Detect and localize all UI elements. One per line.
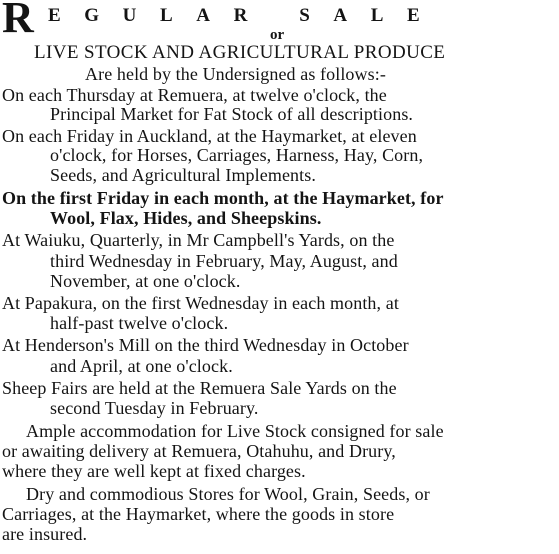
title-or: or <box>270 27 285 43</box>
text-line: third Wednesday in February, May, August, and <box>50 251 398 271</box>
text-line: Seeds, and Agricultural Implements. <box>50 165 316 185</box>
text-line: On each Friday in Auckland, at the Haymarket, at eleven <box>2 126 417 146</box>
text-line: On the first Friday in each month, at the Haymarket, for <box>2 188 444 208</box>
text-line: where they are well kept at fixed charges. <box>2 461 306 481</box>
text-line: Ample accommodation for Live Stock consigned for sale <box>26 421 444 441</box>
text-line: At Henderson's Mill on the third Wednesday in October <box>2 335 409 355</box>
text-line: On each Thursday at Remuera, at twelve o'clock, the <box>2 85 387 105</box>
text-line: o'clock, for Horses, Carriages, Harness, Hay, Corn, <box>50 145 424 165</box>
advertisement-title <box>2 0 557 43</box>
text-line: half-past twelve o'clock. <box>50 313 229 333</box>
text-line: Sheep Fairs are held at the Remuera Sale Yards on the <box>2 378 397 398</box>
text-line: At Waiuku, Quarterly, in Mr Campbell's Yards, on the <box>2 230 395 250</box>
title-text: EGULAR SALE <box>48 5 444 26</box>
text-line: and April, at one o'clock. <box>50 356 233 376</box>
intro-line: Are held by the Undersigned as follows:- <box>85 64 386 84</box>
text-line: At Papakura, on the first Wednesday in each month, at <box>2 293 399 313</box>
text-line: Principal Market for Fat Stock of all descriptions. <box>50 104 414 124</box>
title-drop-cap: R <box>2 0 34 42</box>
text-line: or awaiting delivery at Remuera, Otahuhu, and Drury, <box>2 441 396 461</box>
subtitle: LIVE STOCK AND AGRICULTURAL PRODUCE <box>34 42 446 63</box>
text-line: November, at one o'clock. <box>50 271 241 291</box>
text-line: Carriages, at the Haymarket, where the goods in store <box>2 504 395 524</box>
text-line: are insured. <box>2 524 88 544</box>
text-line: second Tuesday in February. <box>50 398 259 418</box>
text-line: Wool, Flax, Hides, and Sheepskins. <box>50 208 322 228</box>
text-line: Dry and commodious Stores for Wool, Grain, Seeds, or <box>26 484 430 504</box>
